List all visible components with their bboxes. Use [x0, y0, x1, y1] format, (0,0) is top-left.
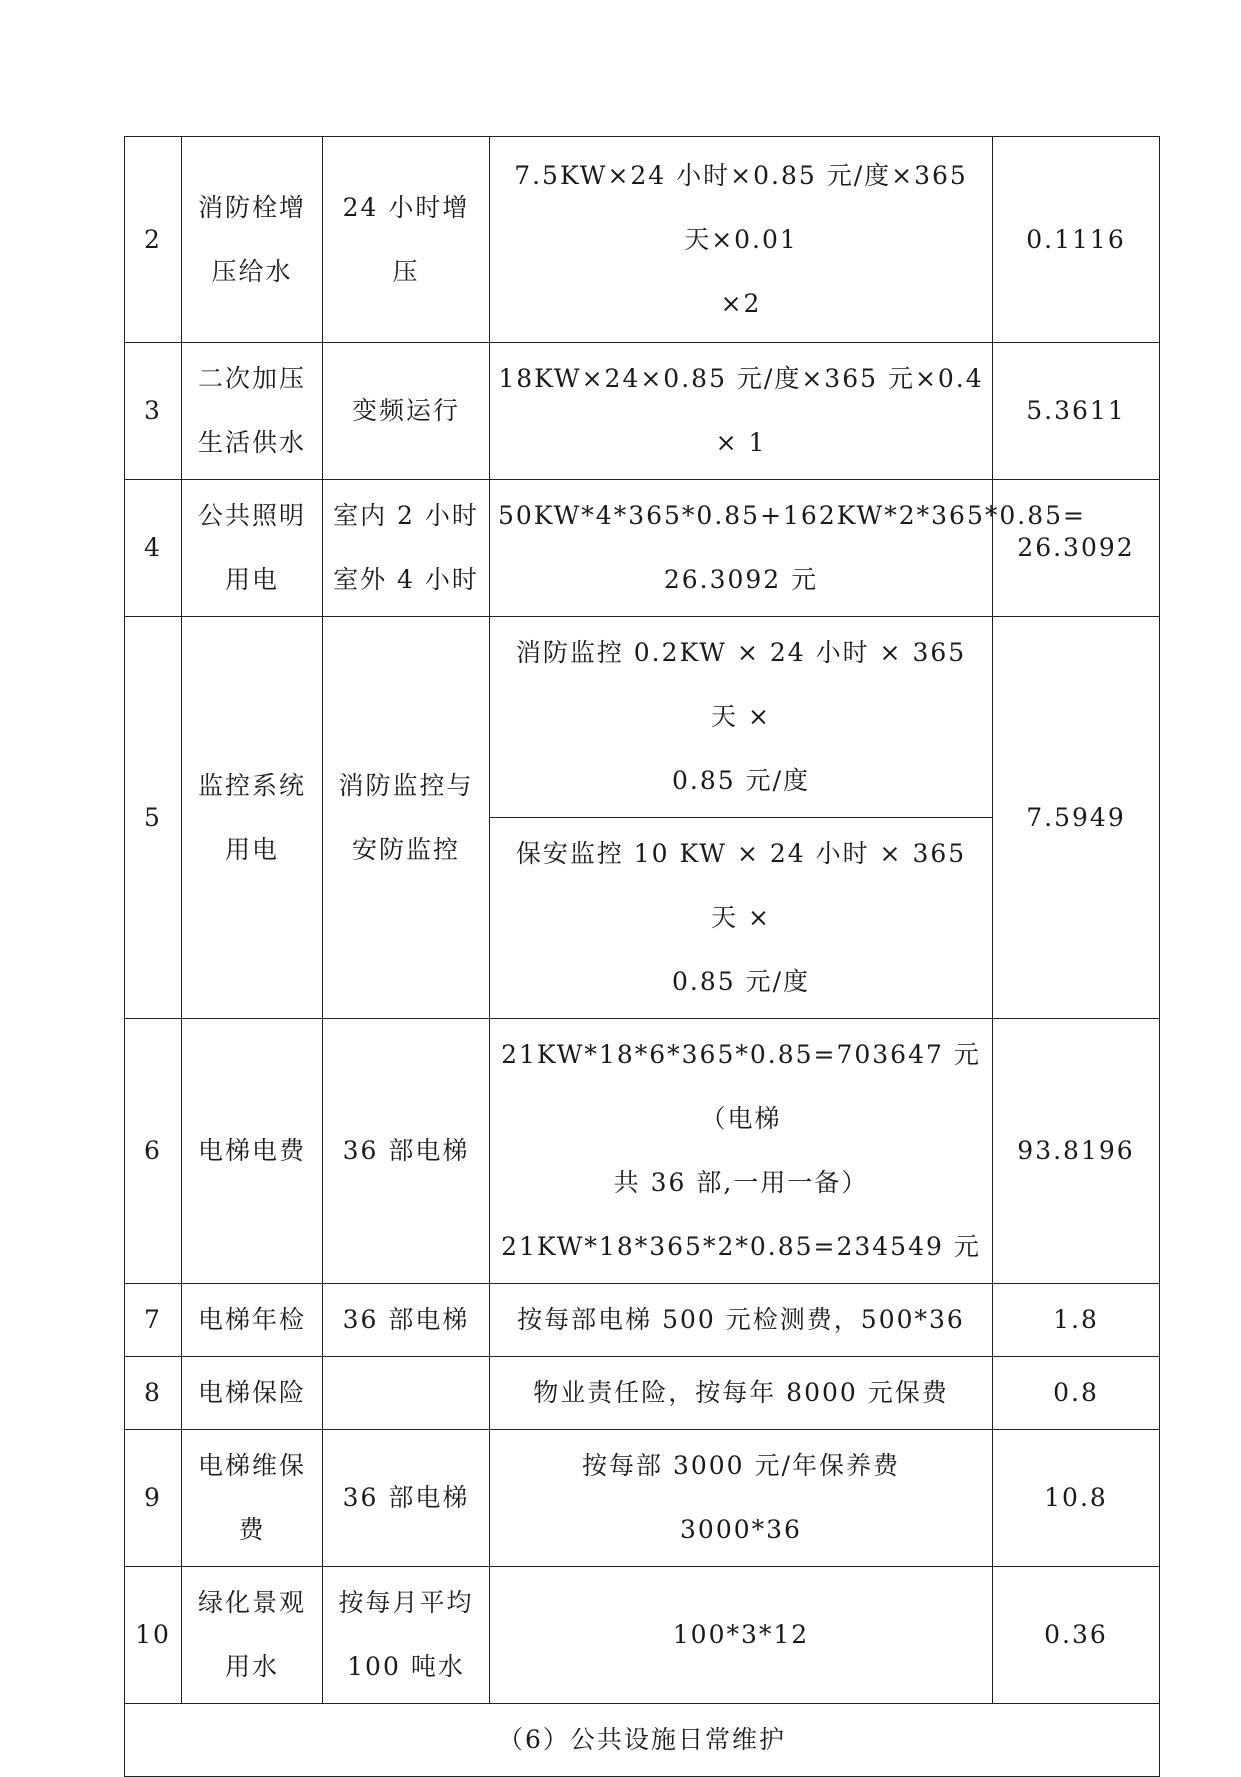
section-heading: （6）公共设施日常维护 [125, 1704, 1160, 1777]
operation-mode: 变频运行 [323, 343, 490, 480]
cost-formula-security-monitor [490, 818, 993, 1019]
item-name: 消防栓增 压给水 [182, 137, 323, 343]
row-number: 4 [125, 480, 182, 617]
row-number: 2 [125, 137, 182, 343]
formula-line: 26.3092 元 [663, 565, 819, 594]
operation-mode: 36 部电梯 [323, 1430, 490, 1567]
formula-line: 100*3*12 [672, 1620, 810, 1649]
item-name: 电梯年检 [182, 1284, 323, 1357]
formula-line: 物业责任险，按每年 8000 元保费 [533, 1378, 949, 1407]
table-row [125, 1019, 1160, 1284]
formula-line: 21KW*18*365*2*0.85=234549 元 [501, 1232, 981, 1261]
item-name: 监控系统 用电 [182, 617, 323, 1019]
amount: 10.8 [993, 1430, 1160, 1567]
formula-line: 按每部电梯 500 元检测费，500*36 [517, 1305, 965, 1334]
item-name: 绿化景观 用水 [182, 1567, 323, 1704]
amount: 0.36 [993, 1567, 1160, 1704]
table-row [125, 343, 1160, 480]
formula-line: 0.85 元/度 [671, 766, 811, 795]
formula-line: 0.85 元/度 [671, 967, 811, 996]
formula-line: 7.5KW×24 小时×0.85 元/度×365 天×0.01 [514, 160, 968, 254]
table-row [125, 1284, 1160, 1357]
formula-line: 消防监控 0.2KW × 24 小时 × 365 天 × [515, 638, 967, 731]
cost-formula [490, 1019, 993, 1284]
item-name: 电梯电费 [182, 1019, 323, 1284]
table-row [125, 617, 1160, 818]
cost-formula [490, 343, 993, 480]
amount: 7.5949 [993, 617, 1160, 1019]
amount: 5.3611 [993, 343, 1160, 480]
cost-formula [490, 137, 993, 343]
operation-mode: 按每月平均 100 吨水 [323, 1567, 490, 1704]
operation-mode: 24 小时增 压 [323, 137, 490, 343]
cost-formula-fire-monitor [490, 617, 993, 818]
operation-mode: 36 部电梯 [323, 1019, 490, 1284]
table-row [125, 1567, 1160, 1704]
table-row [125, 137, 1160, 343]
amount: 26.3092 [993, 480, 1160, 617]
cost-table [124, 136, 1160, 1777]
item-name: 公共照明 用电 [182, 480, 323, 617]
cost-formula [490, 1430, 993, 1567]
row-number: 8 [125, 1357, 182, 1430]
formula-line: 21KW*18*6*365*0.85=703647 元（电梯 [501, 1040, 981, 1133]
item-name: 电梯维保 费 [182, 1430, 323, 1567]
amount: 93.8196 [993, 1019, 1160, 1284]
amount: 0.1116 [993, 137, 1160, 343]
formula-line: 50KW*4*365*0.85+162KW*2*365*0.85= [498, 501, 1086, 530]
formula-line: 保安监控 10 KW × 24 小时 × 365 天 × [515, 839, 967, 932]
row-number: 3 [125, 343, 182, 480]
amount: 1.8 [993, 1284, 1160, 1357]
row-number: 9 [125, 1430, 182, 1567]
cost-formula [490, 1284, 993, 1357]
cost-formula [490, 1567, 993, 1704]
operation-mode: 消防监控与 安防监控 [323, 617, 490, 1019]
operation-mode: 36 部电梯 [323, 1284, 490, 1357]
formula-line: ×2 [720, 288, 762, 318]
cost-formula [490, 480, 1086, 617]
amount: 0.8 [993, 1357, 1160, 1430]
formula-line: 按每部 3000 元/年保养费 [582, 1451, 900, 1480]
row-number: 6 [125, 1019, 182, 1284]
formula-line: 3000*36 [680, 1515, 802, 1544]
operation-mode: 室内 2 小时 室外 4 小时 [323, 480, 490, 617]
item-name: 二次加压 生活供水 [182, 343, 323, 480]
cost-formula [490, 1357, 993, 1430]
formula-line: 共 36 部,一用一备） [613, 1168, 869, 1197]
section-row [125, 1704, 1160, 1777]
item-name: 电梯保险 [182, 1357, 323, 1430]
operation-mode [323, 1357, 490, 1430]
table-row [125, 480, 1160, 617]
table-row [125, 1430, 1160, 1567]
row-number: 7 [125, 1284, 182, 1357]
row-number: 10 [125, 1567, 182, 1704]
table-row [125, 1357, 1160, 1430]
formula-line: 18KW×24×0.85 元/度×365 元×0.4 × 1 [498, 364, 984, 457]
row-number: 5 [125, 617, 182, 1019]
